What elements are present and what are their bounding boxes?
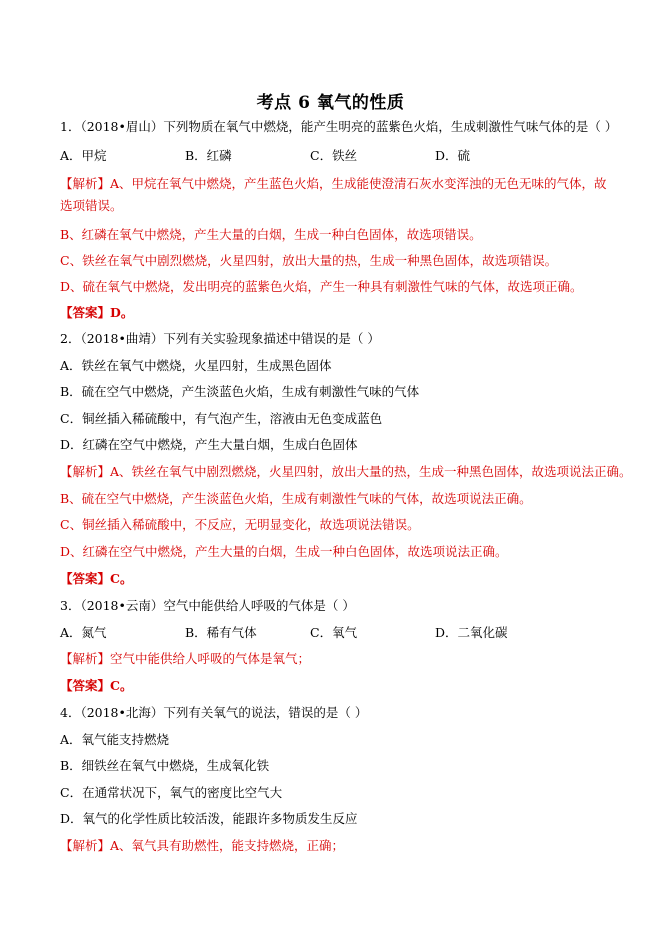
q2-analysis-c: C、铜丝插入稀硫酸中，不反应，无明显变化，故选项说法错误。 — [60, 517, 420, 532]
q4-option-d: D．氧气的化学性质比较活泼，能跟许多物质发生反应 — [60, 811, 358, 826]
q4-analysis: 【解析】A、氧气具有助燃性，能支持燃烧，正确； — [60, 838, 345, 853]
q3-option-b: B．稀有气体 — [185, 625, 257, 640]
q1-options — [60, 147, 470, 165]
q1-analysis-a: 【解析】A、甲烷在氧气中燃烧，产生蓝色火焰，生成能使澄清石灰水变浑浊的无色无味的气体，故选项错误。 — [60, 176, 607, 213]
page-title: 考点 6 氧气的性质 — [256, 93, 405, 113]
q3-option-c: C．氧气 — [310, 625, 358, 640]
q1-option-c: C．铁丝 — [310, 148, 358, 163]
q4-option-a: A．氧气能支持燃烧 — [60, 732, 170, 747]
q2-option-d: D．红磷在空气中燃烧，产生大量白烟，生成白色固体 — [60, 437, 358, 452]
q1-option-d: D．硫 — [435, 148, 471, 163]
q1-analysis-b: B、红磷在氧气中燃烧，产生大量的白烟，生成一种白色固体，故选项错误。 — [60, 227, 482, 242]
q3-stem: 3．（2018•云南）空气中能供给人呼吸的气体是（ ） — [60, 598, 355, 613]
q2-option-b: B．硫在空气中燃烧，产生淡蓝色火焰，生成有刺激性气味的气体 — [60, 384, 420, 399]
q2-stem: 2．（2018•曲靖）下列有关实验现象描述中错误的是（ ） — [60, 331, 380, 346]
q1-analysis-c: C、铁丝在氧气中剧烈燃烧，火星四射，放出大量的热，生成一种黑色固体，故选项错误。 — [60, 253, 558, 268]
q1-analysis-d: D、硫在氧气中燃烧，发出明亮的蓝紫色火焰，产生一种具有刺激性气味的气体，故选项正确。 — [60, 279, 583, 294]
q2-analysis-b: B、硫在空气中燃烧，产生淡蓝色火焰，生成有刺激性气味的气体，故选项说法正确。 — [60, 491, 532, 506]
q3-options — [60, 624, 508, 642]
q2-analysis-d: D、红磷在空气中燃烧，产生大量的白烟，生成一种白色固体，故选项说法正确。 — [60, 544, 508, 559]
q4-option-b: B．细铁丝在氧气中燃烧，生成氧化铁 — [60, 758, 270, 773]
q1-answer: 【答案】D。 — [60, 305, 134, 320]
q3-option-d: D．二氧化碳 — [435, 625, 508, 640]
q1-option-b: B．红磷 — [185, 148, 232, 163]
q2-answer: 【答案】C。 — [60, 571, 133, 586]
q3-option-a: A．氮气 — [60, 625, 107, 640]
q2-option-c: C．铜丝插入稀硫酸中，有气泡产生，溶液由无色变成蓝色 — [60, 411, 383, 426]
q1-option-a: A．甲烷 — [60, 148, 107, 163]
q4-stem: 4．（2018•北海）下列有关氧气的说法，错误的是（ ） — [60, 705, 368, 720]
q2-option-a: A．铁丝在氧气中燃烧，火星四射，生成黑色固体 — [60, 358, 332, 373]
q4-option-c: C．在通常状况下，氧气的密度比空气大 — [60, 785, 283, 800]
q1-stem: 1．（2018•眉山）下列物质在氧气中燃烧，能产生明亮的蓝紫色火焰，生成刺激性气味气体的是（ ） — [60, 119, 618, 134]
q3-analysis: 【解析】空气中能供给人呼吸的气体是氧气； — [60, 651, 311, 666]
q3-answer: 【答案】C。 — [60, 678, 133, 693]
q2-analysis-a: 【解析】A、铁丝在氧气中剧烈燃烧，火星四射，放出大量的热，生成一种黑色固体，故选项说法正确。 — [60, 464, 632, 479]
